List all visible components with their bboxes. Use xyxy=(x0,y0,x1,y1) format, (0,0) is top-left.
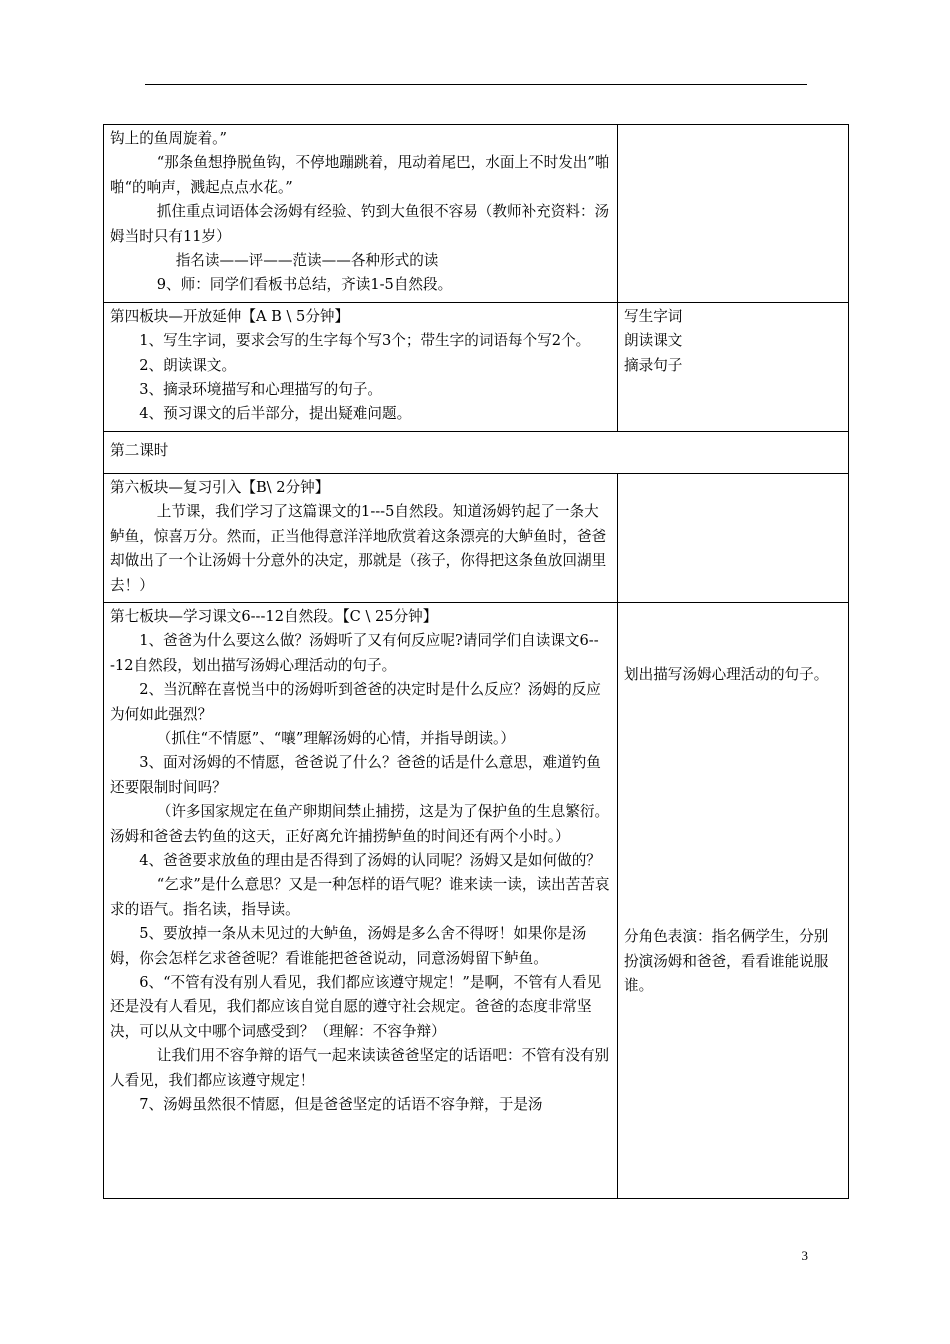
header-rule xyxy=(145,84,807,85)
lesson-period-title: 第二课时 xyxy=(110,442,169,460)
text-line: 9、师：同学们看板书总结，齐读1-5自然段。 xyxy=(156,276,453,294)
text-line: 2、当沉醉在喜悦当中的汤姆听到爸爸的决定时是什么反应？汤姆的反应为何如此强烈？ xyxy=(110,681,601,723)
text-line: （抓住“不情愿”、“嚷”理解汤姆的心情，并指导朗读。） xyxy=(156,729,515,747)
note-line: 划出描写汤姆心理活动的句子。 xyxy=(624,665,829,683)
notes-cell xyxy=(618,602,849,1198)
text-line: 让我们用不容争辩的语气一起来读读爸爸坚定的话语吧：不管有没有别人看见，我们都应该遵守规定！ xyxy=(110,1047,610,1089)
text-line: 1、爸爸为什么要这么做？汤姆听了又有何反应呢?请同学们自读课文6---12自然段，划出描写汤姆心理活动的句子。 xyxy=(110,632,599,674)
note-line: 分角色表演：指名俩学生，分别扮演汤姆和爸爸，看看谁能说服谁。 xyxy=(624,928,829,995)
spacer xyxy=(624,687,842,925)
note-line: 写生字词 xyxy=(624,307,683,325)
note-line: 朗读课文 xyxy=(624,332,683,350)
lesson-plan-table xyxy=(103,124,849,1199)
text-line: 指名读——评——范读——各种形式的读 xyxy=(175,252,439,270)
section-heading: 第六板块—复习引入【B\ 2分钟】 xyxy=(110,478,330,496)
text-line: 1、写生字词，要求会写的生字每个写3个；带生字的词语每个写2个。 xyxy=(139,332,591,350)
notes-cell xyxy=(618,125,849,303)
text-line: （许多国家规定在鱼产卵期间禁止捕捞，这是为了保护鱼的生息繁衍。汤姆和爸爸去钓鱼的这天，正好离允许捕捞鲈鱼的时间还有两个小时。） xyxy=(110,803,610,845)
spacer xyxy=(624,605,842,663)
text-line: 抓住重点词语体会汤姆有经验、钓到大鱼很不容易（教师补充资料：汤姆当时只有11岁） xyxy=(110,203,610,245)
table-row xyxy=(104,602,849,1198)
text-line: 4、爸爸要求放鱼的理由是否得到了汤姆的认同呢？汤姆又是如何做的？ xyxy=(139,851,601,869)
text-line: 上节课，我们学习了这篇课文的1---5自然段。知道汤姆钓起了一条大鲈鱼，惊喜万分。然而，正当他得意洋洋地欣赏着这条漂亮的大鲈鱼时，爸爸却做出了一个让汤姆十分意外的决定，那就是（孩子，你得把这条鱼放回湖里去！） xyxy=(110,503,607,594)
content-cell xyxy=(104,302,618,431)
lesson-period-cell xyxy=(104,431,849,473)
text-line: “那条鱼想挣脱鱼钩，不停地蹦跳着，甩动着尾巴，水面上不时发出”啪啪“的响声，溅起点点水花。” xyxy=(110,154,610,196)
text-line: 4、预习课文的后半部分，提出疑难问题。 xyxy=(139,405,412,423)
page-number: 3 xyxy=(801,1248,808,1263)
table-row xyxy=(104,431,849,473)
notes-cell xyxy=(618,473,849,602)
section-heading: 第四板块—开放延伸【A B \ 5分钟】 xyxy=(110,307,350,325)
text-line: 7、汤姆虽然很不情愿，但是爸爸坚定的话语不容争辩，于是汤 xyxy=(139,1096,543,1114)
table-row xyxy=(104,302,849,431)
content-cell xyxy=(104,473,618,602)
note-line: 摘录句子 xyxy=(624,356,683,374)
text-line: “乞求”是什么意思？又是一种怎样的语气呢？谁来读一读，读出苦苦哀求的语气。指名读，指导读。 xyxy=(110,876,610,918)
text-line: 钩上的鱼周旋着。” xyxy=(110,130,227,147)
text-line: 6、“不管有没有别人看见，我们都应该遵守规定！”是啊，不管有人看见还是没有人看见，我们都应该自觉自愿的遵守社会规定。爸爸的态度非常坚决，可以从文中哪个词感受到？（理解：不容争辩） xyxy=(110,974,602,1040)
notes-cell xyxy=(618,302,849,431)
table-row xyxy=(104,473,849,602)
section-heading: 第七板块—学习课文6---12自然段。【C \ 25分钟】 xyxy=(110,607,438,625)
text-line: 5、要放掉一条从未见过的大鲈鱼，汤姆是多么舍不得呀！如果你是汤姆，你会怎样乞求爸爸呢？看谁能把爸爸说动，同意汤姆留下鲈鱼。 xyxy=(110,925,587,967)
text-line: 3、面对汤姆的不情愿，爸爸说了什么？爸爸的话是什么意思，难道钓鱼还要限制时间吗？ xyxy=(110,754,601,796)
text-line: 3、摘录环境描写和心理描写的句子。 xyxy=(139,381,382,399)
content-cell xyxy=(104,602,618,1198)
text-line: 2、朗读课文。 xyxy=(139,356,237,374)
table-row xyxy=(104,125,849,303)
content-cell xyxy=(104,125,618,303)
